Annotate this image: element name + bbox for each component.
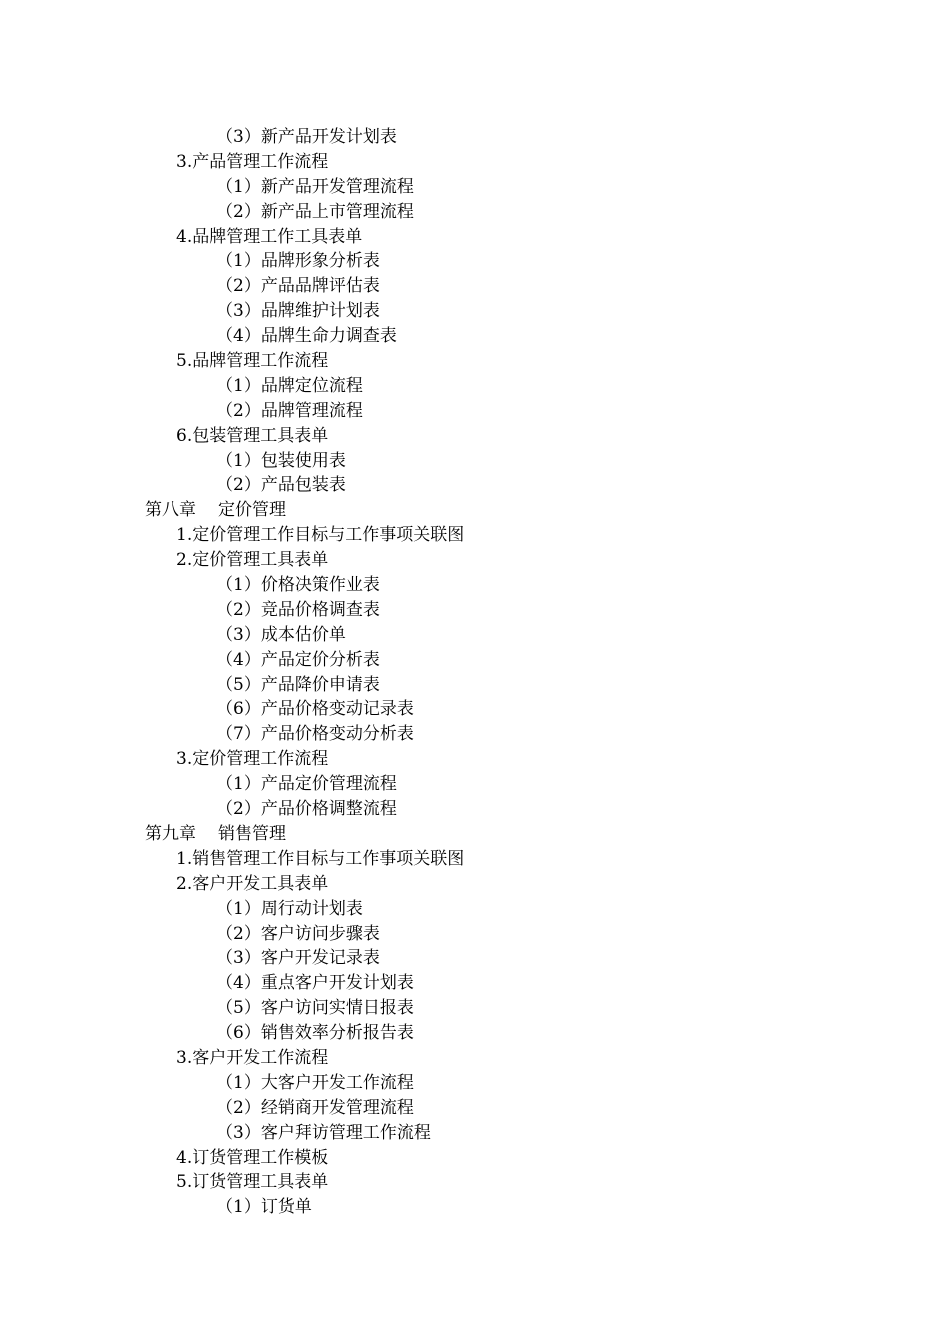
chapter-number: 第八章 — [145, 500, 196, 521]
subsection-item: （2）新产品上市管理流程 — [216, 201, 414, 222]
subsection-item: （1）新产品开发管理流程 — [216, 176, 414, 197]
section-item: 1.定价管理工作目标与工作事项关联图 — [176, 525, 465, 546]
table-of-contents — [0, 125, 950, 1220]
subsection-item: （1）包装使用表 — [216, 450, 346, 471]
subsection-item: （2）客户访问步骤表 — [216, 923, 380, 944]
subsection-item: （3）客户拜访管理工作流程 — [216, 1122, 431, 1143]
subsection-item: （2）产品价格调整流程 — [216, 799, 397, 820]
subsection-item: （6）销售效率分析报告表 — [216, 1023, 414, 1044]
section-item: 3.定价管理工作流程 — [176, 749, 329, 770]
section-item: 3.客户开发工作流程 — [176, 1047, 329, 1068]
subsection-item: （3）品牌维护计划表 — [216, 301, 380, 322]
subsection-item: （4）品牌生命力调查表 — [216, 326, 397, 347]
subsection-item: （2）竞品价格调查表 — [216, 599, 380, 620]
subsection-item: （4）重点客户开发计划表 — [216, 973, 414, 994]
subsection-item: （3）新产品开发计划表 — [216, 127, 397, 147]
subsection-item: （1）周行动计划表 — [216, 898, 363, 919]
section-item: 5.订货管理工具表单 — [176, 1172, 329, 1193]
section-item: 2.定价管理工具表单 — [176, 550, 329, 571]
subsection-item: （1）价格决策作业表 — [216, 575, 380, 596]
subsection-item: （5）客户访问实情日报表 — [216, 998, 414, 1019]
subsection-item: （5）产品降价申请表 — [216, 674, 380, 695]
subsection-item: （2）品牌管理流程 — [216, 400, 363, 421]
subsection-item: （6）产品价格变动记录表 — [216, 699, 414, 720]
section-item: 5.品牌管理工作流程 — [176, 351, 329, 372]
subsection-item: （1）订货单 — [216, 1197, 312, 1218]
chapter-title: 定价管理 — [218, 500, 286, 521]
section-item: 3.产品管理工作流程 — [176, 151, 329, 172]
section-item: 1.销售管理工作目标与工作事项关联图 — [176, 848, 465, 869]
chapter-heading — [0, 498, 950, 523]
subsection-item: （2）产品包装表 — [216, 475, 346, 496]
chapter-heading — [0, 822, 950, 847]
chapter-number: 第九章 — [145, 823, 196, 844]
section-item: 2.客户开发工具表单 — [176, 873, 329, 894]
subsection-item: （4）产品定价分析表 — [216, 649, 380, 670]
subsection-item: （3）客户开发记录表 — [216, 948, 380, 969]
section-item: 4.品牌管理工作工具表单 — [176, 226, 363, 247]
subsection-item: （1）产品定价管理流程 — [216, 774, 397, 795]
subsection-item: （3）成本估价单 — [216, 624, 346, 645]
section-item: 6.包装管理工具表单 — [176, 425, 329, 446]
subsection-item: （1）品牌形象分析表 — [216, 251, 380, 272]
subsection-item: （1）大客户开发工作流程 — [216, 1072, 414, 1093]
subsection-item: （2）经销商开发管理流程 — [216, 1097, 414, 1118]
subsection-item: （1）品牌定位流程 — [216, 375, 363, 396]
subsection-item: （7）产品价格变动分析表 — [216, 724, 414, 745]
subsection-item: （2）产品品牌评估表 — [216, 276, 380, 297]
chapter-title: 销售管理 — [218, 823, 286, 844]
section-item: 4.订货管理工作模板 — [176, 1147, 329, 1168]
